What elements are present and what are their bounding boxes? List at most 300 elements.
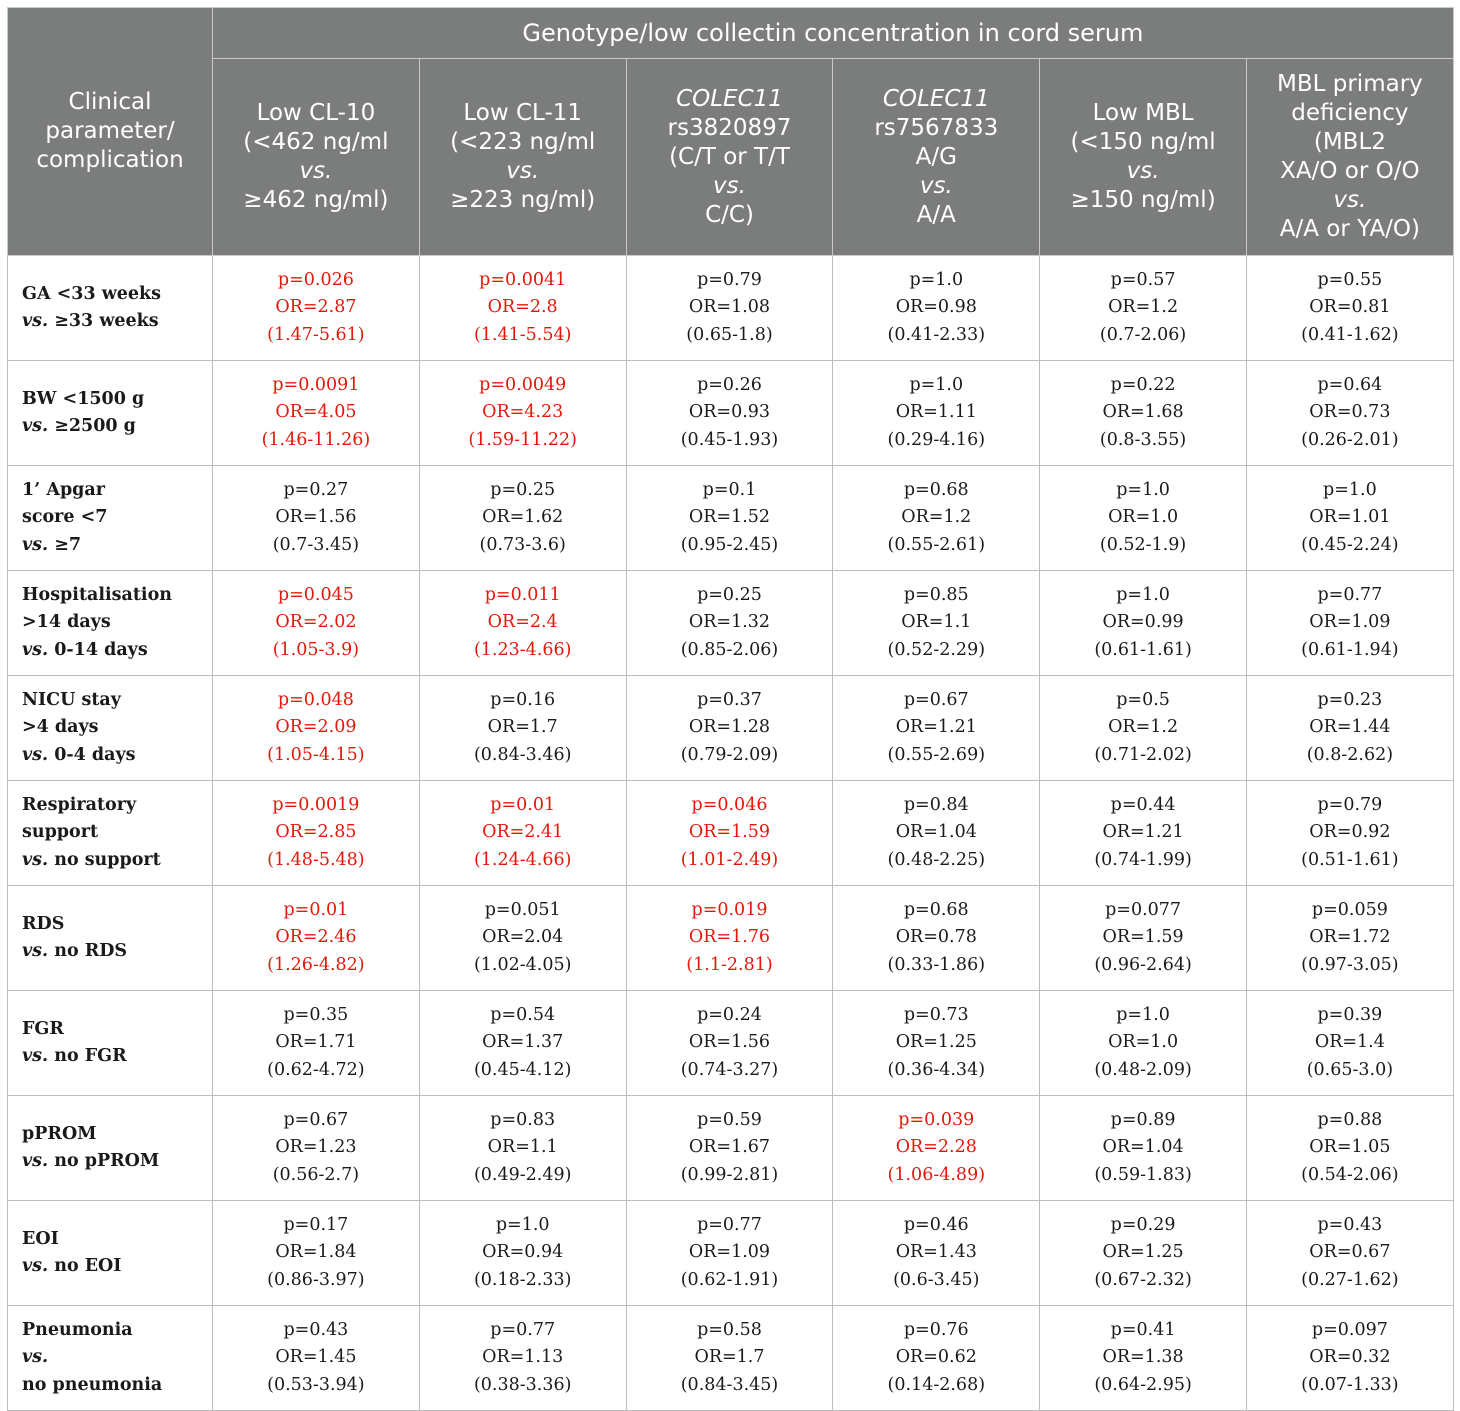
clinical-parameter-cell — [8, 1201, 213, 1306]
p-value: p=0.85 — [903, 584, 969, 605]
p-value: p=0.051 — [484, 899, 561, 920]
result-cell — [1040, 781, 1247, 886]
result-cell — [626, 1201, 833, 1306]
confidence-interval: (0.59-1.83) — [1094, 1164, 1192, 1185]
result-cell — [833, 1201, 1040, 1306]
column-header-line: Low CL-10 — [256, 100, 376, 126]
confidence-interval: (0.99-2.81) — [680, 1164, 779, 1185]
confidence-interval: (0.45-2.24) — [1301, 534, 1399, 555]
confidence-interval: (0.8-2.62) — [1306, 744, 1394, 765]
result-cell — [1246, 991, 1453, 1096]
parameter-line — [22, 687, 211, 715]
odds-ratio: OR=1.2 — [901, 507, 972, 528]
odds-ratio: OR=1.32 — [688, 612, 771, 633]
vs-label: vs. — [22, 534, 49, 555]
column-header-line: Low MBL — [1092, 100, 1194, 126]
odds-ratio: OR=1.59 — [688, 822, 771, 843]
p-value: p=0.39 — [1317, 1004, 1383, 1025]
column-header-line: vs. — [299, 158, 333, 184]
odds-ratio: OR=1.68 — [1102, 402, 1184, 423]
p-value: p=0.44 — [1110, 794, 1176, 815]
result-cell — [1040, 886, 1247, 991]
result-cell — [1040, 466, 1247, 571]
odds-ratio: OR=1.0 — [1108, 507, 1179, 528]
result-cell — [1246, 676, 1453, 781]
parameter-line — [22, 637, 211, 665]
parameter-text: RDS — [22, 913, 65, 934]
table-row — [8, 466, 1454, 571]
confidence-interval: (0.45-4.12) — [473, 1059, 572, 1080]
significant-result-cell — [213, 256, 420, 361]
confidence-interval: (0.79-2.09) — [680, 744, 779, 765]
column-header — [419, 59, 626, 256]
result-cell — [1040, 1306, 1247, 1411]
parameter-text: no pneumonia — [22, 1374, 163, 1395]
p-value: p=0.55 — [1317, 269, 1383, 290]
column-header-line: COLEC11 — [676, 85, 783, 112]
p-value: p=1.0 — [909, 269, 964, 290]
confidence-interval: (1.01-2.49) — [680, 849, 779, 870]
clinical-parameter-cell — [8, 886, 213, 991]
vs-label: vs. — [22, 849, 49, 870]
odds-ratio: OR=1.37 — [482, 1032, 564, 1053]
result-cell — [626, 991, 833, 1096]
confidence-interval: (0.73-3.6) — [479, 534, 566, 555]
clinical-parameter-cell — [8, 676, 213, 781]
odds-ratio: OR=0.32 — [1309, 1347, 1391, 1368]
clinical-parameter-cell — [8, 1096, 213, 1201]
odds-ratio: OR=1.04 — [1102, 1137, 1184, 1158]
parameter-text: >14 days — [22, 612, 111, 633]
confidence-interval: (0.7-2.06) — [1099, 324, 1187, 345]
odds-ratio: OR=1.56 — [275, 507, 357, 528]
odds-ratio: OR=0.78 — [895, 927, 977, 948]
p-value: p=1.0 — [1116, 584, 1170, 605]
results-table — [7, 7, 1454, 1411]
column-header-line: (C/T or T/T — [669, 143, 790, 170]
p-value: p=0.0041 — [479, 269, 567, 290]
column-header-line: (MBL2 — [1313, 129, 1386, 155]
result-cell — [833, 571, 1040, 676]
confidence-interval: (0.85-2.06) — [680, 639, 779, 660]
p-value: p=0.0091 — [272, 374, 360, 395]
result-cell — [833, 361, 1040, 466]
result-cell — [1246, 361, 1453, 466]
odds-ratio: OR=0.99 — [1102, 612, 1184, 633]
clinical-parameter-header — [8, 8, 213, 256]
p-value: p=0.89 — [1110, 1109, 1176, 1130]
parameter-line — [22, 504, 211, 532]
table-row — [8, 1096, 1454, 1201]
odds-ratio: OR=1.11 — [895, 402, 977, 423]
confidence-interval: (0.41-1.62) — [1301, 324, 1399, 345]
p-value: p=0.039 — [898, 1109, 975, 1130]
column-header-line: vs. — [713, 172, 746, 199]
result-cell — [833, 676, 1040, 781]
confidence-interval: (0.7-3.45) — [272, 534, 360, 555]
parameter-text: 1’ Apgar — [22, 479, 105, 500]
clinical-parameter-cell — [8, 361, 213, 466]
confidence-interval: (0.53-3.94) — [267, 1374, 365, 1395]
significant-result-cell — [213, 571, 420, 676]
odds-ratio: OR=4.23 — [482, 402, 564, 423]
table-row — [8, 781, 1454, 886]
vs-label: vs. — [22, 744, 49, 765]
confidence-interval: (0.52-2.29) — [887, 639, 986, 660]
p-value: p=0.37 — [697, 689, 762, 710]
column-header-line: Low CL-11 — [463, 100, 583, 126]
column-header — [213, 59, 420, 256]
column-header — [1246, 59, 1453, 256]
confidence-interval: (0.55-2.61) — [887, 534, 986, 555]
result-cell — [213, 466, 420, 571]
p-value: p=0.045 — [277, 584, 354, 605]
parameter-line — [22, 847, 211, 875]
p-value: p=0.88 — [1317, 1109, 1383, 1130]
table-row — [8, 886, 1454, 991]
column-header-line: rs3820897 — [667, 114, 792, 141]
clinical-header-line: parameter/ — [45, 118, 175, 144]
confidence-interval: (0.8-3.55) — [1099, 429, 1187, 450]
odds-ratio: OR=2.46 — [275, 927, 357, 948]
table-row — [8, 1306, 1454, 1411]
odds-ratio: OR=1.09 — [688, 1242, 771, 1263]
significant-result-cell — [419, 571, 626, 676]
p-value: p=0.22 — [1110, 374, 1176, 395]
vs-label: vs. — [22, 1256, 49, 1276]
confidence-interval: (0.84-3.45) — [680, 1374, 779, 1395]
confidence-interval: (1.1-2.81) — [686, 954, 773, 975]
p-value: p=0.79 — [697, 269, 762, 290]
odds-ratio: OR=1.25 — [895, 1032, 977, 1053]
result-cell — [1040, 676, 1247, 781]
column-header-line: vs. — [1333, 187, 1367, 213]
vs-label: vs. — [22, 1347, 49, 1368]
table-header — [8, 8, 1454, 256]
result-cell — [419, 1201, 626, 1306]
odds-ratio: OR=1.44 — [1309, 717, 1391, 738]
result-cell — [1246, 1306, 1453, 1411]
odds-ratio: OR=2.02 — [275, 612, 357, 633]
confidence-interval: (1.47-5.61) — [267, 324, 365, 345]
confidence-interval: (0.65-3.0) — [1306, 1059, 1394, 1080]
result-cell — [626, 1306, 833, 1411]
confidence-interval: (1.05-3.9) — [272, 639, 360, 660]
confidence-interval: (0.56-2.7) — [272, 1164, 360, 1185]
result-cell — [419, 886, 626, 991]
parameter-text: score <7 — [22, 507, 108, 528]
odds-ratio: OR=1.52 — [688, 507, 771, 528]
column-header — [626, 59, 833, 256]
parameter-text: Hospitalisation — [22, 584, 172, 605]
column-header-line: ≥223 ng/ml) — [450, 187, 596, 213]
p-value: p=1.0 — [1323, 479, 1377, 500]
column-header-line: (<462 ng/ml — [243, 129, 389, 155]
odds-ratio: OR=1.1 — [487, 1137, 558, 1158]
result-cell — [626, 571, 833, 676]
p-value: p=0.68 — [903, 479, 969, 500]
table-row — [8, 361, 1454, 466]
parameter-text: EOI — [22, 1228, 59, 1249]
result-cell — [1040, 361, 1247, 466]
result-cell — [1040, 991, 1247, 1096]
p-value: p=0.0049 — [479, 374, 567, 395]
p-value: p=0.25 — [490, 479, 556, 500]
confidence-interval: (1.23-4.66) — [473, 639, 572, 660]
p-value: p=0.17 — [283, 1214, 349, 1235]
p-value: p=0.68 — [903, 899, 969, 920]
p-value: p=0.43 — [1317, 1214, 1383, 1235]
column-header-line: A/A or YA/O) — [1279, 216, 1420, 242]
confidence-interval: (0.14-2.68) — [887, 1374, 986, 1395]
column-header-line: ≥150 ng/ml) — [1070, 187, 1216, 213]
confidence-interval: (0.45-1.93) — [680, 429, 779, 450]
result-cell — [833, 991, 1040, 1096]
confidence-interval: (0.36-4.34) — [887, 1059, 986, 1080]
odds-ratio: OR=1.21 — [895, 717, 977, 738]
odds-ratio: OR=2.8 — [487, 297, 558, 318]
p-value: p=0.58 — [697, 1319, 762, 1340]
table-row — [8, 676, 1454, 781]
p-value: p=0.77 — [1317, 584, 1383, 605]
p-value: p=0.026 — [277, 269, 354, 290]
odds-ratio: OR=1.21 — [1102, 822, 1184, 843]
p-value: p=0.67 — [283, 1109, 349, 1130]
odds-ratio: OR=1.84 — [275, 1242, 357, 1263]
confidence-interval: (1.24-4.66) — [473, 849, 572, 870]
column-header — [1040, 59, 1247, 256]
result-cell — [833, 466, 1040, 571]
odds-ratio: OR=0.94 — [482, 1242, 564, 1263]
table-row — [8, 256, 1454, 361]
odds-ratio: OR=1.09 — [1309, 612, 1391, 633]
result-cell — [213, 1201, 420, 1306]
confidence-interval: (0.74-1.99) — [1094, 849, 1192, 870]
parameter-text: no pPROM — [48, 1151, 160, 1171]
p-value: p=0.57 — [1110, 269, 1176, 290]
p-value: p=0.67 — [903, 689, 969, 710]
odds-ratio: OR=2.28 — [895, 1137, 977, 1158]
parameter-line — [22, 609, 211, 637]
clinical-parameter-cell — [8, 256, 213, 361]
p-value: p=0.24 — [697, 1004, 762, 1025]
confidence-interval: (0.67-2.32) — [1094, 1269, 1192, 1290]
column-header-line: rs7567833 — [874, 114, 999, 141]
odds-ratio: OR=1.23 — [275, 1137, 357, 1158]
odds-ratio: OR=1.72 — [1309, 927, 1391, 948]
confidence-interval: (0.62-4.72) — [267, 1059, 365, 1080]
confidence-interval: (0.61-1.61) — [1094, 639, 1192, 660]
confidence-interval: (0.97-3.05) — [1301, 954, 1399, 975]
confidence-interval: (0.29-4.16) — [887, 429, 986, 450]
significant-result-cell — [626, 886, 833, 991]
result-cell — [213, 1096, 420, 1201]
confidence-interval: (1.26-4.82) — [267, 954, 365, 975]
p-value: p=1.0 — [909, 374, 964, 395]
p-value: p=0.23 — [1317, 689, 1383, 710]
column-header-line: vs. — [1126, 158, 1160, 184]
parameter-text: no support — [48, 849, 161, 870]
column-header-line: XA/O or O/O — [1280, 158, 1420, 184]
result-cell — [213, 1306, 420, 1411]
confidence-interval: (0.49-2.49) — [473, 1164, 572, 1185]
table-body — [8, 256, 1454, 1411]
result-cell — [419, 676, 626, 781]
vs-label: vs. — [22, 416, 49, 436]
column-header-line: MBL primary — [1277, 71, 1423, 97]
confidence-interval: (0.07-1.33) — [1301, 1374, 1399, 1395]
confidence-interval: (0.27-1.62) — [1301, 1269, 1399, 1290]
result-cell — [833, 781, 1040, 886]
p-value: p=0.83 — [490, 1109, 556, 1130]
result-cell — [1246, 466, 1453, 571]
parameter-text: ≥33 weeks — [48, 311, 159, 331]
p-value: p=0.01 — [490, 794, 556, 815]
result-cell — [626, 466, 833, 571]
parameter-text: >4 days — [22, 717, 99, 738]
column-header-line: (<223 ng/ml — [450, 129, 596, 155]
significant-result-cell — [213, 781, 420, 886]
p-value: p=0.59 — [697, 1109, 762, 1130]
odds-ratio: OR=1.67 — [688, 1137, 771, 1158]
column-headers — [8, 59, 1454, 256]
odds-ratio: OR=0.93 — [688, 402, 771, 423]
clinical-parameter-cell — [8, 466, 213, 571]
odds-ratio: OR=1.56 — [688, 1032, 771, 1053]
odds-ratio: OR=2.41 — [482, 822, 564, 843]
parameter-line — [22, 532, 211, 560]
vs-label: vs. — [22, 1046, 49, 1066]
p-value: p=0.35 — [283, 1004, 349, 1025]
odds-ratio: OR=0.73 — [1309, 402, 1391, 423]
odds-ratio: OR=1.71 — [275, 1032, 357, 1053]
p-value: p=0.25 — [697, 584, 762, 605]
p-value: p=0.77 — [697, 1214, 762, 1235]
column-header-line: vs. — [506, 158, 540, 184]
vs-label: vs. — [22, 311, 49, 331]
confidence-interval: (0.51-1.61) — [1301, 849, 1399, 870]
parameter-line — [22, 582, 211, 610]
confidence-interval: (0.74-3.27) — [680, 1059, 779, 1080]
result-cell — [419, 991, 626, 1096]
p-value: p=0.019 — [691, 899, 768, 920]
confidence-interval: (1.06-4.89) — [887, 1164, 986, 1185]
p-value: p=0.64 — [1317, 374, 1383, 395]
result-cell — [833, 1306, 1040, 1411]
result-cell — [833, 256, 1040, 361]
confidence-interval: (0.95-2.45) — [680, 534, 779, 555]
odds-ratio: OR=1.7 — [694, 1347, 765, 1368]
odds-ratio: OR=2.4 — [487, 612, 558, 633]
p-value: p=0.46 — [903, 1214, 969, 1235]
parameter-line — [22, 742, 211, 770]
odds-ratio: OR=1.0 — [1108, 1032, 1179, 1053]
parameter-text: FGR — [22, 1018, 64, 1039]
parameter-line — [22, 308, 211, 336]
vs-label: vs. — [22, 1151, 49, 1171]
odds-ratio: OR=2.85 — [275, 822, 357, 843]
p-value: p=0.29 — [1110, 1214, 1176, 1235]
p-value: p=0.79 — [1317, 794, 1383, 815]
odds-ratio: OR=1.28 — [688, 717, 771, 738]
result-cell — [1040, 571, 1247, 676]
significant-result-cell — [626, 781, 833, 886]
odds-ratio: OR=1.01 — [1309, 507, 1391, 528]
p-value: p=0.097 — [1311, 1319, 1388, 1340]
table-row — [8, 571, 1454, 676]
confidence-interval: (1.41-5.54) — [473, 324, 572, 345]
clinical-header-line: complication — [36, 147, 184, 173]
parameter-text: no EOI — [48, 1256, 122, 1276]
vs-label: vs. — [22, 941, 49, 961]
table-row — [8, 1201, 1454, 1306]
result-cell — [419, 1306, 626, 1411]
confidence-interval: (0.64-2.95) — [1094, 1374, 1192, 1395]
parameter-line — [22, 1121, 211, 1149]
parameter-line — [22, 477, 211, 505]
clinical-header-line: Clinical — [68, 89, 152, 115]
parameter-line — [22, 386, 211, 414]
p-value: p=0.1 — [702, 479, 757, 500]
odds-ratio: OR=0.67 — [1309, 1242, 1391, 1263]
parameter-text: NICU stay — [22, 689, 121, 710]
odds-ratio: OR=1.13 — [482, 1347, 564, 1368]
result-cell — [213, 991, 420, 1096]
confidence-interval: (0.84-3.46) — [473, 744, 572, 765]
confidence-interval: (0.48-2.25) — [887, 849, 986, 870]
result-cell — [833, 886, 1040, 991]
confidence-interval: (0.26-2.01) — [1301, 429, 1399, 450]
clinical-parameter-cell — [8, 781, 213, 886]
p-value: p=0.77 — [490, 1319, 556, 1340]
parameter-text: Pneumonia — [22, 1319, 133, 1340]
confidence-interval: (0.38-3.36) — [473, 1374, 572, 1395]
result-cell — [1040, 1201, 1247, 1306]
significant-result-cell — [833, 1096, 1040, 1201]
confidence-interval: (0.55-2.69) — [887, 744, 986, 765]
parameter-line — [22, 413, 211, 441]
result-cell — [419, 466, 626, 571]
odds-ratio: OR=1.62 — [482, 507, 564, 528]
p-value: p=0.16 — [490, 689, 556, 710]
odds-ratio: OR=0.98 — [895, 297, 977, 318]
p-value: p=1.0 — [1116, 479, 1170, 500]
parameter-line — [22, 792, 211, 847]
result-cell — [1246, 256, 1453, 361]
result-cell — [1246, 571, 1453, 676]
significant-result-cell — [213, 361, 420, 466]
p-value: p=0.046 — [691, 794, 768, 815]
odds-ratio: OR=2.04 — [482, 927, 564, 948]
clinical-parameter-cell — [8, 991, 213, 1096]
parameter-line — [22, 911, 211, 939]
column-header-line: C/C) — [705, 201, 754, 228]
p-value: p=0.059 — [1311, 899, 1388, 920]
significant-result-cell — [213, 676, 420, 781]
odds-ratio: OR=1.7 — [487, 717, 558, 738]
odds-ratio: OR=1.43 — [895, 1242, 977, 1263]
clinical-parameter-cell — [8, 571, 213, 676]
confidence-interval: (0.86-3.97) — [267, 1269, 365, 1290]
odds-ratio: OR=1.04 — [895, 822, 977, 843]
parameter-line — [22, 1344, 211, 1372]
result-cell — [1246, 886, 1453, 991]
confidence-interval: (1.02-4.05) — [473, 954, 572, 975]
column-header-line: A/G — [915, 143, 957, 170]
parameter-line — [22, 281, 211, 309]
confidence-interval: (0.18-2.33) — [473, 1269, 572, 1290]
odds-ratio: OR=1.45 — [275, 1347, 357, 1368]
